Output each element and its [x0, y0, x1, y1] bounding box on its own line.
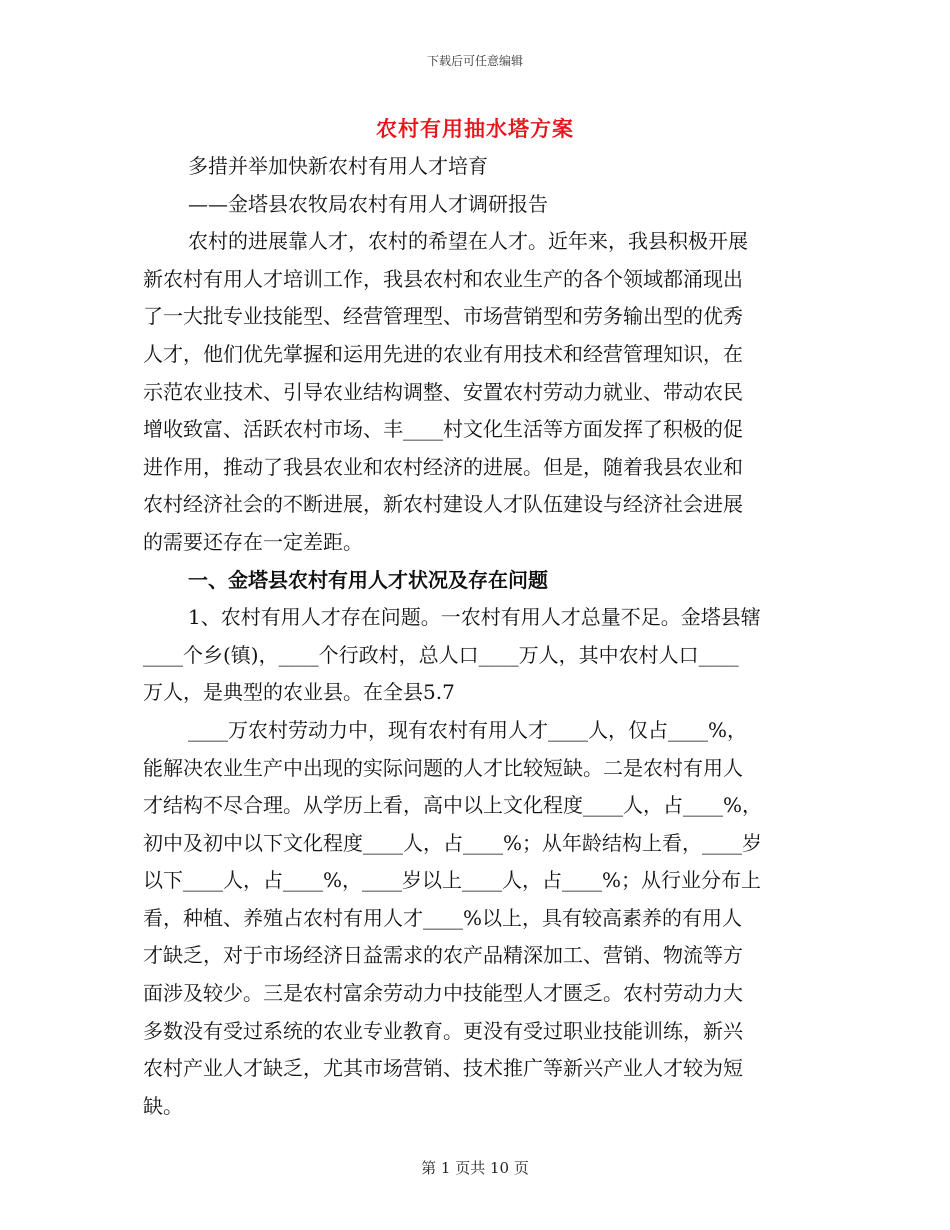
paragraph-line: 才缺乏，对于市场经济日益需求的农产品精深加工、营销、物流等方 — [143, 943, 743, 968]
paragraph-line: 农村经济社会的不断进展，新农村建设人才队伍建设与经济社会进展 — [143, 492, 743, 517]
paragraph-line: ____万农村劳动力中，现有农村有用人才____人，仅占____%， — [188, 717, 748, 742]
paragraph-line: 能解决农业生产中出现的实际问题的人才比较短缺。二是农村有用人 — [143, 755, 743, 780]
page-header: 下载后可任意编辑 — [426, 54, 523, 68]
subtitle-line: 多措并举加快新农村有用人才培育 — [188, 154, 488, 178]
paragraph-line: 初中及初中以下文化程度____人，占____%；从年龄结构上看，____岁 — [143, 830, 763, 855]
paragraph-line: 多数没有受过系统的农业专业教育。更没有受过职业技能训练，新兴 — [143, 1018, 743, 1043]
paragraph-line: 示范农业技术、引导农业结构调整、安置农村劳动力就业、带动农民 — [143, 379, 743, 404]
paragraph-line: 农村的进展靠人才，农村的希望在人才。近年来，我县积极开展 — [188, 229, 748, 254]
section-heading: 一、金塔县农村有用人才状况及存在问题 — [188, 567, 548, 592]
paragraph-line: 人才，他们优先掌握和运用先进的农业有用技术和经营管理知识，在 — [143, 341, 743, 366]
paragraph-line: 进作用，推动了我县农业和农村经济的进展。但是，随着我县农业和 — [143, 454, 743, 479]
paragraph-line: 增收致富、活跃农村市场、丰____村文化生活等方面发挥了积极的促 — [143, 417, 743, 442]
document-body — [143, 148, 803, 1125]
paragraph-line: 新农村有用人才培训工作，我县农村和农业生产的各个领域都涌现出 — [143, 266, 743, 291]
paragraph-line: 万人，是典型的农业县。在全县5.7 — [143, 680, 455, 705]
paragraph-line: ____个乡(镇)，____个行政村，总人口____万人，其中农村人口____ — [143, 642, 739, 667]
paragraph-line: 农村产业人才缺乏，尤其市场营销、技术推广等新兴产业人才较为短 — [143, 1056, 743, 1081]
paragraph-line: 1、农村有用人才存在问题。一农村有用人才总量不足。金塔县辖 — [188, 605, 761, 630]
paragraph-line: 才结构不尽合理。从学历上看，高中以上文化程度____人，占____%， — [143, 793, 763, 818]
paragraph-line: 缺。 — [143, 1093, 183, 1118]
paragraph-line: 看，种植、养殖占农村有用人才____%以上，具有较高素养的有用人 — [143, 905, 743, 930]
paragraph-line: 以下____人，占____%，____岁以上____人，占____%；从行业分布上 — [143, 868, 762, 893]
paragraph-line: 面涉及较少。三是农村富余劳动力中技能型人才匮乏。农村劳动力大 — [143, 981, 743, 1006]
document-title: 农村有用抽水塔方案 — [376, 116, 574, 141]
page-footer: 第 1 页共 10 页 — [421, 1159, 529, 1177]
subtitle-source-line: ——金塔县农牧局农村有用人才调研报告 — [188, 191, 548, 216]
paragraph-line: 了一大批专业技能型、经营管理型、市场营销型和劳务输出型的优秀 — [143, 304, 743, 329]
paragraph-line: 的需要还存在一定差距。 — [143, 529, 363, 554]
